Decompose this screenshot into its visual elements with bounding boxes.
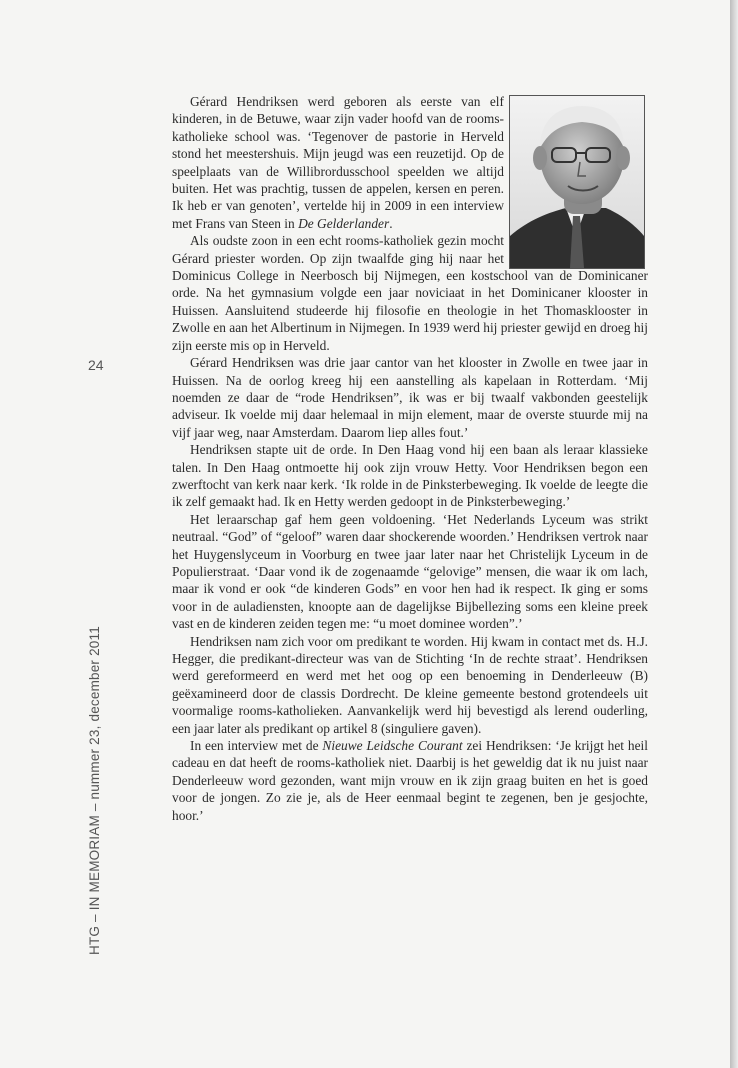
article-paragraph	[172, 511, 648, 633]
article-paragraph	[172, 633, 648, 737]
paragraph-text: Het leraarschap gaf hem geen voldoening. ‘Het Nederlands Lyceum was strikt neutraal. “God” of “geloof” waren daar shockerende woorden.’ Hendriksen vertrok naar het Huygenslyceum in Voorburg en twee jaar later naar het Christelijk Lyceum in de Populierstraat. ‘Daar vond ik de zogenaamde “gelovige” mensen, die waar ik om lach, maar ik vond er ook “de kinderen Gods” en voor hen had ik respect. Ik ging er soms voor in de auladiensten, knoopte aan de dagelijkse Bijbellezing soms een kleine preek vast en de kinderen zeiden tegen me: “u moet dominee worden”.’	[172, 511, 648, 632]
article-paragraph	[172, 441, 648, 511]
paragraph-text: In een interview met de	[190, 738, 323, 754]
paragraph-text: Hendriksen nam zich voor om predikant te worden. Hij kwam in contact met ds. H.J. Hegger, die predikant-directeur was van de Stichting ‘In de rechte straat’. Hendriksen werd gereformeerd en werd met het oog op een benoeming in Denderleeuw (B) geëxamineerd door de classis Dordrecht. De kleine gemeente bestond grotendeels uit voormalige rooms-katholieken. Aanvankelijk werd hij bevestigd als lerend ouderling, een jaar later als predikant op artikel 8 (singuliere gaven).	[172, 633, 648, 736]
paragraph-text: zei Hendriksen: ‘Je krijgt het heil cadeau en dat heeft de rooms-katholiek niet. Daarbij is het geweldig dat ik nu juist naar Denderleeuw word gezonden, want mijn vrouw en ik zijn graag buiten en het is goed voor de jongen. Zo zie je, als de Heer eenmaal begint te zegenen, ben je gesjochte, hoor.’	[172, 738, 648, 823]
italic-title: Nieuwe Leidsche Courant	[322, 738, 463, 754]
paragraph-text: Als oudste zoon in een echt rooms-katholiek gezin mocht Gérard priester worden. Op zijn twaalfde ging hij naar het Dominicus College in Neerbosch bij Nijmegen, een kostschool van de Dominicaner orde. Na het gymnasium volgde een jaar noviciaat in het Dominicaner klooster in Huissen. Aansluitend studeerde hij filosofie en theologie in het Thomasklooster in Zwolle en aan het Albertinum in Nijmegen. In 1939 werd hij priester gewijd en droeg hij zijn eerste mis op in Herveld.	[172, 233, 648, 353]
paragraph-text: .	[389, 215, 393, 231]
article-body	[172, 93, 648, 824]
paragraph-text: Hendriksen stapte uit de orde. In Den Haag vond hij een baan als leraar klassieke talen. In Den Haag ontmoette hij ook zijn vrouw Hetty. Voor Hendriksen begon een zwerftocht van kerk naar kerk. ‘Ik rolde in de Pinksterbeweging. Ik voelde de leegte die ik zelf gemaakt had. Ik en Hetty werden gedoopt in de Pinksterbeweging.’	[172, 442, 648, 510]
running-footer: HTG – IN MEMORIAM – nummer 23, december 2011	[87, 626, 102, 955]
photo-text-wrap-spacer	[504, 93, 648, 265]
article-paragraph	[172, 354, 648, 441]
italic-title: De Gelderlander	[298, 215, 390, 231]
page-number: 24	[88, 357, 104, 373]
paragraph-text: Gérard Hendriksen werd geboren als eerste van elf kinderen, in de Betuwe, waar zijn vader hoofd van de rooms-katholieke school was. ‘Tegenover de pastorie in Herveld stond het meestershuis. Mijn jeugd was een reuzetijd. Op de speelplaats van de Willibrordusschool speelden we altijd buiten. Het was prachtig, tussen de appelen, kersen en peren. Ik heb er van genoten’, vertelde hij in 2009 in een interview met Frans van Steen in	[172, 94, 504, 231]
paragraph-text: Gérard Hendriksen was drie jaar cantor van het klooster in Zwolle en twee jaar in Huissen. Na de oorlog kreeg hij een aanstelling als kapelaan in Rotterdam. ‘Mij noemden ze daar de “rode Hendriksen”, ik was er bij twaalf vakbonden geestelijk adviseur. Ik voelde mij daar helemaal in mijn element, maar de overste stuurde mij na vijf jaar weg, naar Amsterdam. Daarom liep alles fout.’	[172, 355, 648, 440]
article-paragraph	[172, 737, 648, 824]
page-edge	[730, 0, 738, 1068]
